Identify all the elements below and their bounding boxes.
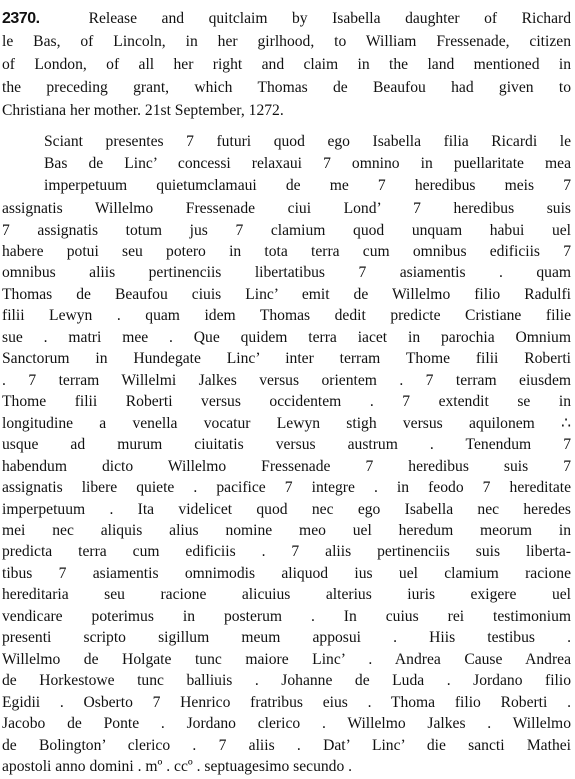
- body-line: Thome filii Roberti versus occidentem . 7 extendit se in: [2, 393, 571, 411]
- body-line: sue . matri mee . Que quidem terra iacet in parochia Omnium: [2, 328, 571, 346]
- body-line: . 7 terram Willelmi Jalkes versus orientem . 7 terram eiusdem: [2, 371, 571, 389]
- heading-line-5: Christiana her mother. 21st September, 1272.: [2, 102, 284, 119]
- body-line: omnibus aliis pertinenciis libertatibus 7 asiamentis . quam: [2, 264, 571, 282]
- charter-number: 2370.: [2, 10, 40, 27]
- heading-line-2: le Bas, of Lincoln, in her girlhood, to William Fressenade, citizen: [2, 33, 571, 50]
- heading-line-4: the preceding grant, which Thomas de Beaufou had given to: [2, 79, 571, 96]
- body-line: longitudine a venella vocatur Lewyn stigh versus aquilonem ∴: [2, 414, 571, 432]
- body-line: tibus 7 asiamentis omnimodis aliquod ius uel clamium racione: [2, 564, 571, 582]
- body-line: assignatis Willelmo Fressenade ciui Lond’ 7 heredibus suis: [2, 200, 571, 217]
- body-line: habendum dicto Willelmo Fressenade 7 heredibus suis 7: [2, 457, 571, 475]
- body-line: predicta terra cum edificiis . 7 aliis pertinenciis suis liberta-: [2, 543, 571, 561]
- body-line: de Bolington’ clerico . 7 aliis . Dat’ Linc’ die sancti Mathei: [2, 736, 571, 754]
- body-line: mei nec aliquis alius nomine meo uel heredum meorum in: [2, 521, 571, 539]
- body-line: habere potui seu potero in tota terra cum omnibus edificiis 7: [2, 242, 571, 260]
- body-line: Egidii . Osberto 7 Henrico fratribus eius . Thoma filio Roberti .: [2, 693, 571, 711]
- body-indented-line-3: imperpetuum quietumclamaui de me 7 heredibus meis 7: [44, 177, 571, 194]
- body-line: presenti scripto sigillum meum apposui . Hiis testibus .: [2, 629, 571, 647]
- body-line: de Horkestowe tunc balliuis . Johanne de Luda . Jordano filio: [2, 672, 571, 690]
- body-indented-line-1: Sciant presentes 7 futuri quod ego Isabella filia Ricardi le: [44, 133, 571, 150]
- body-line: usque ad murum ciuitatis versus austrum . Tenendum 7: [2, 436, 571, 454]
- body-line: vendicare poterimus in posterum . In cuius rei testimonium: [2, 607, 571, 625]
- body-line: Jacobo de Ponte . Jordano clerico . Willelmo Jalkes . Willelmo: [2, 715, 571, 733]
- body-line: Sanctorum in Hundegate Linc’ inter terram Thome filii Roberti: [2, 350, 571, 368]
- body-line: Willelmo de Holgate tunc maiore Linc’ . Andrea Cause Andrea: [2, 650, 571, 668]
- body-line: imperpetuum . Ita videlicet quod nec ego Isabella nec heredes: [2, 500, 571, 518]
- body-line: Thomas de Beaufou ciuis Linc’ emit de Willelmo filio Radulfi: [2, 285, 571, 303]
- body-line-final: apostoli anno domini . mº . ccº . septuagesimo secundo .: [2, 758, 353, 775]
- body-line: filii Lewyn . quam idem Thomas dedit predicte Cristiane filie: [2, 307, 571, 325]
- body-line: 7 assignatis totum jus 7 clamium quod unquam habui uel: [2, 221, 571, 239]
- body-indented-line-2: Bas de Linc’ concessi relaxaui 7 omnino in puellaritate mea: [44, 155, 571, 172]
- body-line: assignatis libere quiete . pacifice 7 integre . in feodo 7 hereditate: [2, 479, 571, 496]
- heading-text-1: Release and quitclaim by Isabella daughter of Richard: [88, 10, 571, 27]
- body-line: hereditaria seu racione alicuius alterius iuris exigere uel: [2, 586, 571, 604]
- heading-line-1: [2, 8, 571, 30]
- heading-line-3: of London, of all her right and claim in the land mentioned in: [2, 56, 571, 73]
